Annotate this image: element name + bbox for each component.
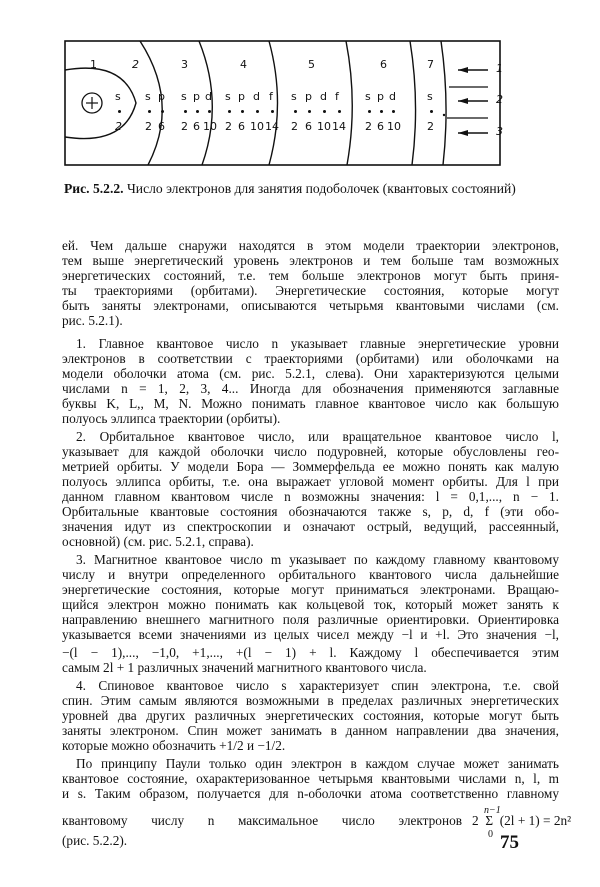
sigma-symbol: Σ: [485, 813, 494, 828]
electron-dot: [228, 110, 231, 113]
text-line: самым 2l + 1 различных значений магнитного квантового числа.: [62, 660, 427, 675]
text-line: числу и внутри определенного орбитального квантового числа дальнейшие: [62, 567, 559, 582]
electron-dot: [392, 110, 395, 113]
shell-number-3: 3: [181, 58, 188, 71]
text-line: основной) (см. рис. 5.2.1, справа).: [62, 534, 254, 549]
electron-dot: [308, 110, 311, 113]
text-line: данном главном квантовом числе n возможны значения: l = 0,1,..., n − 1.: [62, 489, 559, 504]
text-line: (рис. 5.2.2).: [62, 833, 128, 848]
count-6d: 10: [387, 120, 401, 133]
subshell-6p: p: [377, 90, 384, 103]
paragraph-pauli-principle: [62, 756, 572, 848]
sum-lower-limit: 0: [488, 829, 493, 840]
electron-dot: [256, 110, 259, 113]
body-text: [62, 238, 572, 851]
count-2s: 2: [145, 120, 152, 133]
text-line: указывает для каждой оболочки число подуровней, которые обусловлены гео-: [62, 444, 559, 459]
count-4d: 10: [250, 120, 264, 133]
shell-number-7: 7: [427, 58, 434, 71]
shell-number-6: 6: [380, 58, 387, 71]
subshell-4d: d: [253, 90, 260, 103]
text-line: квантовому числу n максимальное число электронов: [62, 813, 462, 828]
electron-dot: [196, 110, 199, 113]
text-line: заняты электроном. Спин может занимать в данном направлении два значения,: [62, 723, 559, 738]
text-line: квантовое состояние, охарактеризованное четырьмя квантовыми числами n, l, m: [62, 771, 559, 786]
subshell-1s: s: [115, 90, 121, 103]
count-7s: 2: [427, 120, 434, 133]
count-4s: 2: [225, 120, 232, 133]
text-line: тем выше энергетический уровень электронов и тем больше там возможных: [62, 253, 559, 268]
text-line: указывается всеми значениями из целых чисел между −l и +l. Это значения −l,: [62, 627, 559, 642]
subshell-2p: p: [158, 90, 165, 103]
text-line: щийся электрон можно понимать как кольцевой ток, который может занять к: [62, 597, 559, 612]
subshell-6d: d: [389, 90, 396, 103]
text-line: рис. 5.2.1).: [62, 313, 123, 328]
text-line: электронов в соответствии с траекториями (орбитами) или оболочками на: [62, 351, 559, 366]
text-line: и s. Таким образом, получается для n-оболочки атома соответственно главному: [62, 786, 559, 801]
arrow-label-1: 1: [496, 62, 503, 75]
paragraph-orbital-quantum-number: [62, 429, 559, 549]
electron-dot: [380, 110, 383, 113]
text-line: ты траекториями (орбитами). Энергетические состояния, которые могут: [62, 283, 559, 298]
count-3s: 2: [181, 120, 188, 133]
electron-dot: [208, 110, 211, 113]
figure-caption: [64, 181, 564, 197]
formula-coefficient: 2: [472, 813, 479, 828]
arrow-label-3: 3: [496, 125, 503, 138]
electron-dot: [323, 110, 326, 113]
subshell-5p: p: [305, 90, 312, 103]
count-5s: 2: [291, 120, 298, 133]
count-5d: 10: [317, 120, 331, 133]
formula-expression: (2l + 1) = 2n²: [499, 813, 572, 828]
electron-dot: [161, 110, 164, 113]
subshell-5s: s: [291, 90, 297, 103]
count-6p: 6: [377, 120, 384, 133]
count-3d: 10: [203, 120, 217, 133]
subshell-5d: d: [320, 90, 327, 103]
subshell-7s: s: [427, 90, 433, 103]
subshell-4s: s: [225, 90, 231, 103]
subshell-3p: p: [193, 90, 200, 103]
subshell-4p: p: [238, 90, 245, 103]
caption-label: Рис. 5.2.2.: [64, 181, 124, 196]
sum-upper-limit: n−1: [484, 805, 501, 816]
text-line: значения идут из спектроскопии и означают острый, ведущий, рассеянный,: [62, 519, 559, 534]
count-2p: 6: [158, 120, 165, 133]
electron-dot: [241, 110, 244, 113]
subshell-6s: s: [365, 90, 371, 103]
electron-dot: [430, 110, 433, 113]
text-line: 2. Орбитальное квантовое число, или вращательное квантовое число l,: [76, 429, 559, 444]
text-line: буквы K, L,, M, N. Можно понимать главное квантовое число как большую: [62, 396, 559, 411]
text-line: энергетические состояния, которые могут приниматься электронами. Вращаю-: [62, 582, 559, 597]
electron-dot: [338, 110, 341, 113]
text-line: Орбитальные квантовые состояния обозначаются также s, p, d, f (эти обо-: [62, 504, 559, 519]
paragraph-intro: [62, 238, 559, 328]
paragraph-spin-quantum-number: [62, 678, 559, 753]
shell-number-2: 2: [132, 58, 139, 71]
paragraph-magnetic-quantum-number: [62, 552, 559, 675]
electron-shell-diagram: [64, 40, 532, 168]
count-1s: 2: [115, 120, 122, 133]
count-5p: 6: [305, 120, 312, 133]
electron-dot: [118, 110, 121, 113]
caption-text: Число электронов для занятия подоболочек (квантовых состояний): [126, 181, 516, 196]
text-line: модели оболочки атома (см. рис. 5.2.1, слева). Они характеризуются целыми: [62, 366, 559, 381]
page-number: 75: [500, 832, 519, 853]
text-line: По принципу Паули только один электрон в каждом случае может занимать: [76, 756, 559, 771]
text-line: направлению внешнего магнитного поля различные ориентировки. Ориентировка: [62, 612, 559, 627]
electron-dot: [271, 110, 274, 113]
electron-dot: [368, 110, 371, 113]
count-4f: 14: [265, 120, 279, 133]
subshell-3d: d: [205, 90, 212, 103]
electron-dot: [294, 110, 297, 113]
shell-number-5: 5: [308, 58, 315, 71]
text-line: метрией орбиты. У модели Бора — Зоммерфельда ее можно понять как малую: [62, 459, 559, 474]
text-line: −(l − 1),..., −1,0, +1,..., +(l − 1) + l. Каждому l обеспечивается этим: [62, 645, 559, 660]
arrow-label-2: 2: [496, 93, 503, 106]
count-4p: 6: [238, 120, 245, 133]
text-line: полуось эллипса орбиты, т.е. она выражает угловой момент орбиты. Для l при: [62, 474, 559, 489]
text-line: числами n = 1, 2, 3, 4... Иногда для обозначения применяются заглавные: [62, 381, 559, 396]
count-5f: 14: [332, 120, 346, 133]
count-3p: 6: [193, 120, 200, 133]
text-line: энергетических состояний, т.е. тем больше электронов могут быть приня-: [62, 268, 559, 283]
text-line: 3. Магнитное квантовое число m указывает по каждому главному квантовому: [76, 552, 559, 567]
text-line: спин. Этим самым являются возможными в пределах различных энергетических: [62, 693, 559, 708]
nucleus-icon: [82, 93, 102, 113]
text-line: уровней два других различных энергетических состояния, которые могут быть: [62, 708, 559, 723]
subshell-3s: s: [181, 90, 187, 103]
subshell-4f: f: [269, 90, 273, 103]
formula-line: [62, 805, 572, 840]
text-line: ей. Чем дальше снаружи находятся в этом модели траектории электронов,: [62, 238, 559, 253]
paragraph-principal-quantum-number: [62, 336, 559, 426]
subshell-5f: f: [335, 90, 339, 103]
subshell-2s: s: [145, 90, 151, 103]
shell-number-4: 4: [240, 58, 247, 71]
text-line: быть заняты электронами, описываются четырьмя квантовыми числами (см.: [62, 298, 559, 313]
text-line: которые можно обозначить +1/2 и −1/2.: [62, 738, 286, 753]
text-line: полуось эллипса траектории (орбиты).: [62, 411, 281, 426]
count-6s: 2: [365, 120, 372, 133]
text-line: 4. Спиновое квантовое число s характеризует спин электрона, т.е. свой: [76, 678, 559, 693]
electron-dot: [148, 110, 151, 113]
shell-number-1: 1: [90, 58, 97, 71]
electron-dot: [184, 110, 187, 113]
text-line: 1. Главное квантовое число n указывает главные энергетические уровни: [76, 336, 559, 351]
